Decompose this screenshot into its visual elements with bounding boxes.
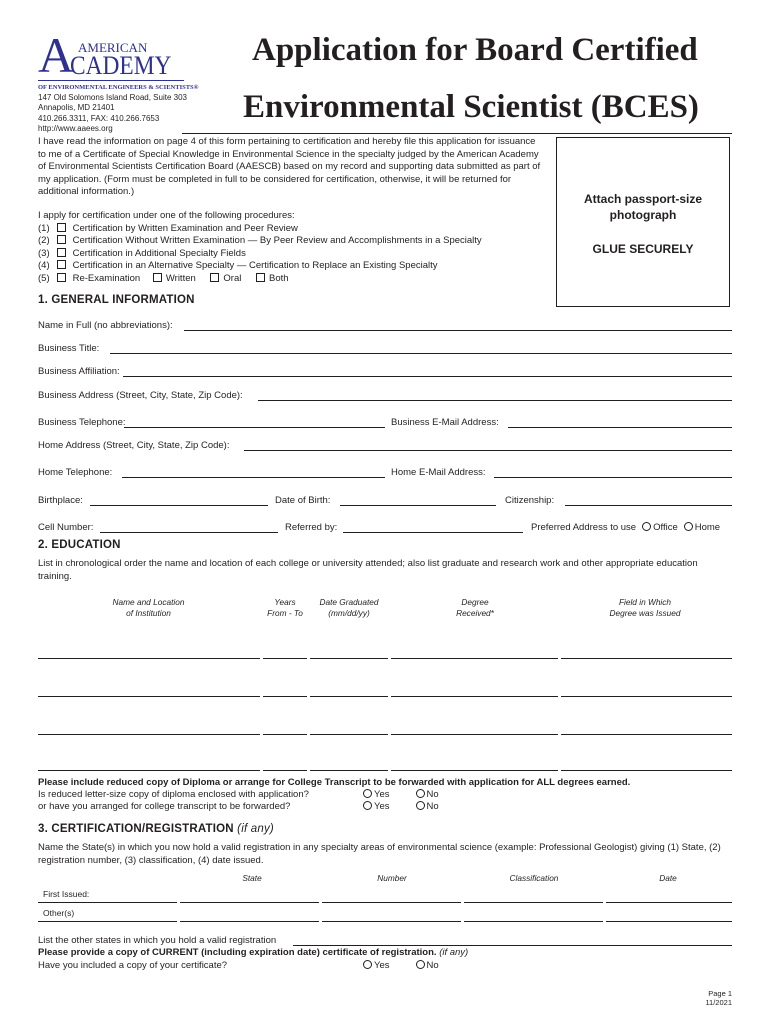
preferred-address: Preferred Address to use Office Home — [531, 522, 721, 533]
diploma-note: Please include reduced copy of Diploma or arrange for College Transcript to be forwarded with application for ALL degrees earned. — [38, 777, 631, 788]
cell-line[interactable] — [310, 658, 388, 659]
logo-letter-a: A — [38, 27, 75, 83]
checkbox[interactable] — [57, 260, 66, 269]
first-issued-state[interactable] — [180, 902, 319, 903]
cell-line[interactable] — [38, 696, 260, 697]
col-classification: Classification — [509, 873, 559, 883]
diploma-yes-no: Yes No — [357, 789, 439, 802]
oral-checkbox[interactable] — [210, 273, 219, 282]
page-title-line-2: Environmental Scientist (BCES) — [243, 89, 699, 125]
cell-line[interactable] — [263, 770, 307, 771]
business-telephone-field[interactable] — [124, 427, 385, 428]
cell-line[interactable] — [310, 770, 388, 771]
checkbox[interactable] — [57, 273, 66, 282]
col-years: Years From - To — [267, 597, 303, 618]
others-number[interactable] — [322, 921, 461, 922]
section-2-heading: 2. EDUCATION — [38, 539, 121, 551]
col-degree: Degree Received* — [456, 597, 494, 618]
first-issued-label: First Issued: — [43, 889, 90, 899]
preferred-address-label: Preferred Address to use — [531, 522, 637, 533]
first-issued-classification[interactable] — [464, 902, 603, 903]
home-telephone-field[interactable] — [122, 477, 385, 478]
date-of-birth-label: Date of Birth: — [275, 495, 331, 506]
first-issued-date[interactable] — [606, 902, 732, 903]
business-telephone-label: Business Telephone: — [38, 417, 126, 428]
certificate-yes-no: Yes No — [357, 960, 439, 973]
certificate-question: Have you included a copy of your certificate? — [38, 960, 228, 971]
cell-line[interactable] — [263, 734, 307, 735]
other-states-field[interactable] — [293, 945, 732, 946]
logo-org-name: OF ENVIRONMENTAL ENGINEERS & SCIENTISTS® — [38, 84, 199, 91]
cell-line[interactable] — [310, 696, 388, 697]
cell-line[interactable] — [38, 770, 260, 771]
header-divider — [182, 133, 732, 134]
col-institution: Name and Location of Institution — [112, 597, 185, 618]
checkbox[interactable] — [57, 235, 66, 244]
cell-line[interactable] — [561, 658, 732, 659]
office-radio[interactable] — [642, 522, 651, 531]
address-line-1: 147 Old Solomons Island Road, Suite 303 — [38, 93, 187, 102]
diploma-question: Is reduced letter-size copy of diploma enclosed with application? — [38, 789, 309, 800]
procedure-item[interactable]: (3) Certification in Additional Specialty Fields — [38, 247, 246, 259]
home-address-field[interactable] — [244, 450, 732, 451]
certificate-no-radio[interactable] — [416, 960, 425, 969]
cell-line[interactable] — [561, 734, 732, 735]
cell-line[interactable] — [391, 770, 558, 771]
col-date: Date — [659, 873, 677, 883]
logo-underline — [38, 80, 184, 81]
cell-line[interactable] — [38, 658, 260, 659]
col-number: Number — [377, 873, 407, 883]
cell-line[interactable] — [391, 734, 558, 735]
checkbox[interactable] — [57, 248, 66, 257]
cell-line[interactable] — [561, 770, 732, 771]
education-intro: List in chronological order the name and location of each college or university attended; also list graduate and research work and other appropriate education training. — [38, 558, 698, 582]
procedures-lead: I apply for certification under one of the following procedures: — [38, 210, 295, 221]
current-certificate-note: Please provide a copy of CURRENT (including expiration date) certificate of registration. (if any) — [38, 947, 469, 958]
glue-note: GLUE SECURELY — [592, 242, 694, 256]
col-date-graduated: Date Graduated (mm/dd/yy) — [319, 597, 379, 618]
business-affiliation-label: Business Affiliation: — [38, 366, 120, 377]
diploma-no-radio[interactable] — [416, 789, 425, 798]
home-email-field[interactable] — [494, 477, 732, 478]
page-title-line-1: Application for Board Certified — [252, 32, 698, 68]
other-states-label: List the other states in which you hold a valid registration — [38, 935, 277, 946]
referred-by-label: Referred by: — [285, 522, 338, 533]
logo-cademy: CADEMY — [70, 51, 172, 80]
others-date[interactable] — [606, 921, 732, 922]
business-email-label: Business E-Mail Address: — [391, 417, 499, 428]
revision-date: 11/2021 — [705, 998, 732, 1007]
procedure-item[interactable]: (4) Certification in an Alternative Specialty — Certification to Replace an Existing Specialty — [38, 260, 438, 271]
others-classification[interactable] — [464, 921, 603, 922]
certification-intro: Name the State(s) in which you now hold a valid registration in any specialty areas of environmental science (example: Professional Geologist) giving (1) State, (2) registration number, (3) classification, (4) date issued. — [38, 842, 721, 866]
page-number: Page 1 — [708, 989, 732, 998]
photo-box-line-1: Attach passport-size — [583, 192, 703, 206]
certificate-yes-radio[interactable] — [363, 960, 372, 969]
cell-line[interactable] — [561, 696, 732, 697]
date-of-birth-field[interactable] — [340, 505, 496, 506]
both-checkbox[interactable] — [256, 273, 265, 282]
procedure-item[interactable]: (5) Re-Examination Written Oral Both — [38, 272, 289, 284]
checkbox[interactable] — [57, 223, 66, 232]
cell-line[interactable] — [38, 734, 260, 735]
first-issued-line[interactable] — [38, 902, 177, 903]
others-label: Other(s) — [43, 908, 75, 918]
procedure-list — [38, 223, 482, 286]
website-link[interactable]: http://www.aaees.org — [38, 124, 113, 133]
home-telephone-label: Home Telephone: — [38, 467, 113, 478]
transcript-no-radio[interactable] — [416, 801, 425, 810]
section-1-heading: 1. GENERAL INFORMATION — [38, 294, 195, 306]
cell-line[interactable] — [391, 696, 558, 697]
home-email-label: Home E-Mail Address: — [391, 467, 486, 478]
others-line[interactable] — [38, 921, 177, 922]
business-address-label: Business Address (Street, City, State, Zip Code): — [38, 390, 243, 401]
birthplace-label: Birthplace: — [38, 495, 83, 506]
first-issued-number[interactable] — [322, 902, 461, 903]
home-radio[interactable] — [684, 522, 693, 531]
business-title-label: Business Title: — [38, 343, 100, 354]
name-label: Name in Full (no abbreviations): — [38, 320, 173, 331]
photo-box-line-2: photograph — [609, 208, 677, 222]
cell-number-label: Cell Number: — [38, 522, 94, 533]
home-address-label: Home Address (Street, City, State, Zip Code): — [38, 440, 230, 451]
citizenship-field[interactable] — [565, 505, 732, 506]
cell-line[interactable] — [263, 696, 307, 697]
photo-box — [556, 137, 730, 307]
col-field: Field in Which Degree was Issued — [609, 597, 681, 618]
cell-number-field[interactable] — [100, 532, 278, 533]
transcript-question: or have you arranged for college transcript to be forwarded? — [38, 801, 291, 812]
cell-line[interactable] — [310, 734, 388, 735]
transcript-yes-radio[interactable] — [363, 801, 372, 810]
transcript-yes-no: Yes No — [357, 801, 439, 814]
cell-line[interactable] — [263, 658, 307, 659]
intro-paragraph: I have read the information on page 4 of this form pertaining to certification and hereby file this application for issuance to me of a Certificate of Special Knowledge in Environmental Science in the specialty judged by the American Academy of Environmental Scientists Certification Board (AAESCB) based on my record and supporting data submitted as part of my application. (Form must be completed in full to be considered for certification, otherwise, it will be returned for additional information.) — [38, 136, 541, 197]
birthplace-field[interactable] — [90, 505, 268, 506]
business-title-field[interactable] — [110, 353, 732, 354]
name-field[interactable] — [184, 330, 732, 331]
phone-fax: 410.266.3311, FAX: 410.266.7653 — [38, 114, 160, 123]
written-checkbox[interactable] — [153, 273, 162, 282]
citizenship-label: Citizenship: — [505, 495, 555, 506]
section-3-heading: 3. CERTIFICATION/REGISTRATION (if any) — [38, 823, 274, 835]
procedure-item[interactable]: (2) Certification Without Written Examination — By Peer Review and Accomplishments in a Specialty — [38, 235, 482, 246]
logo-american: AMERICAN — [78, 40, 148, 55]
others-state[interactable] — [180, 921, 319, 922]
referred-by-field[interactable] — [343, 532, 523, 533]
business-address-field[interactable] — [258, 400, 732, 401]
col-state: State — [242, 873, 262, 883]
diploma-yes-radio[interactable] — [363, 789, 372, 798]
cell-line[interactable] — [391, 658, 558, 659]
business-email-field[interactable] — [508, 427, 732, 428]
business-affiliation-field[interactable] — [123, 376, 732, 377]
procedure-item[interactable]: (1) Certification by Written Examination and Peer Review — [38, 222, 298, 234]
address-line-2: Annapolis, MD 21401 — [38, 103, 115, 112]
